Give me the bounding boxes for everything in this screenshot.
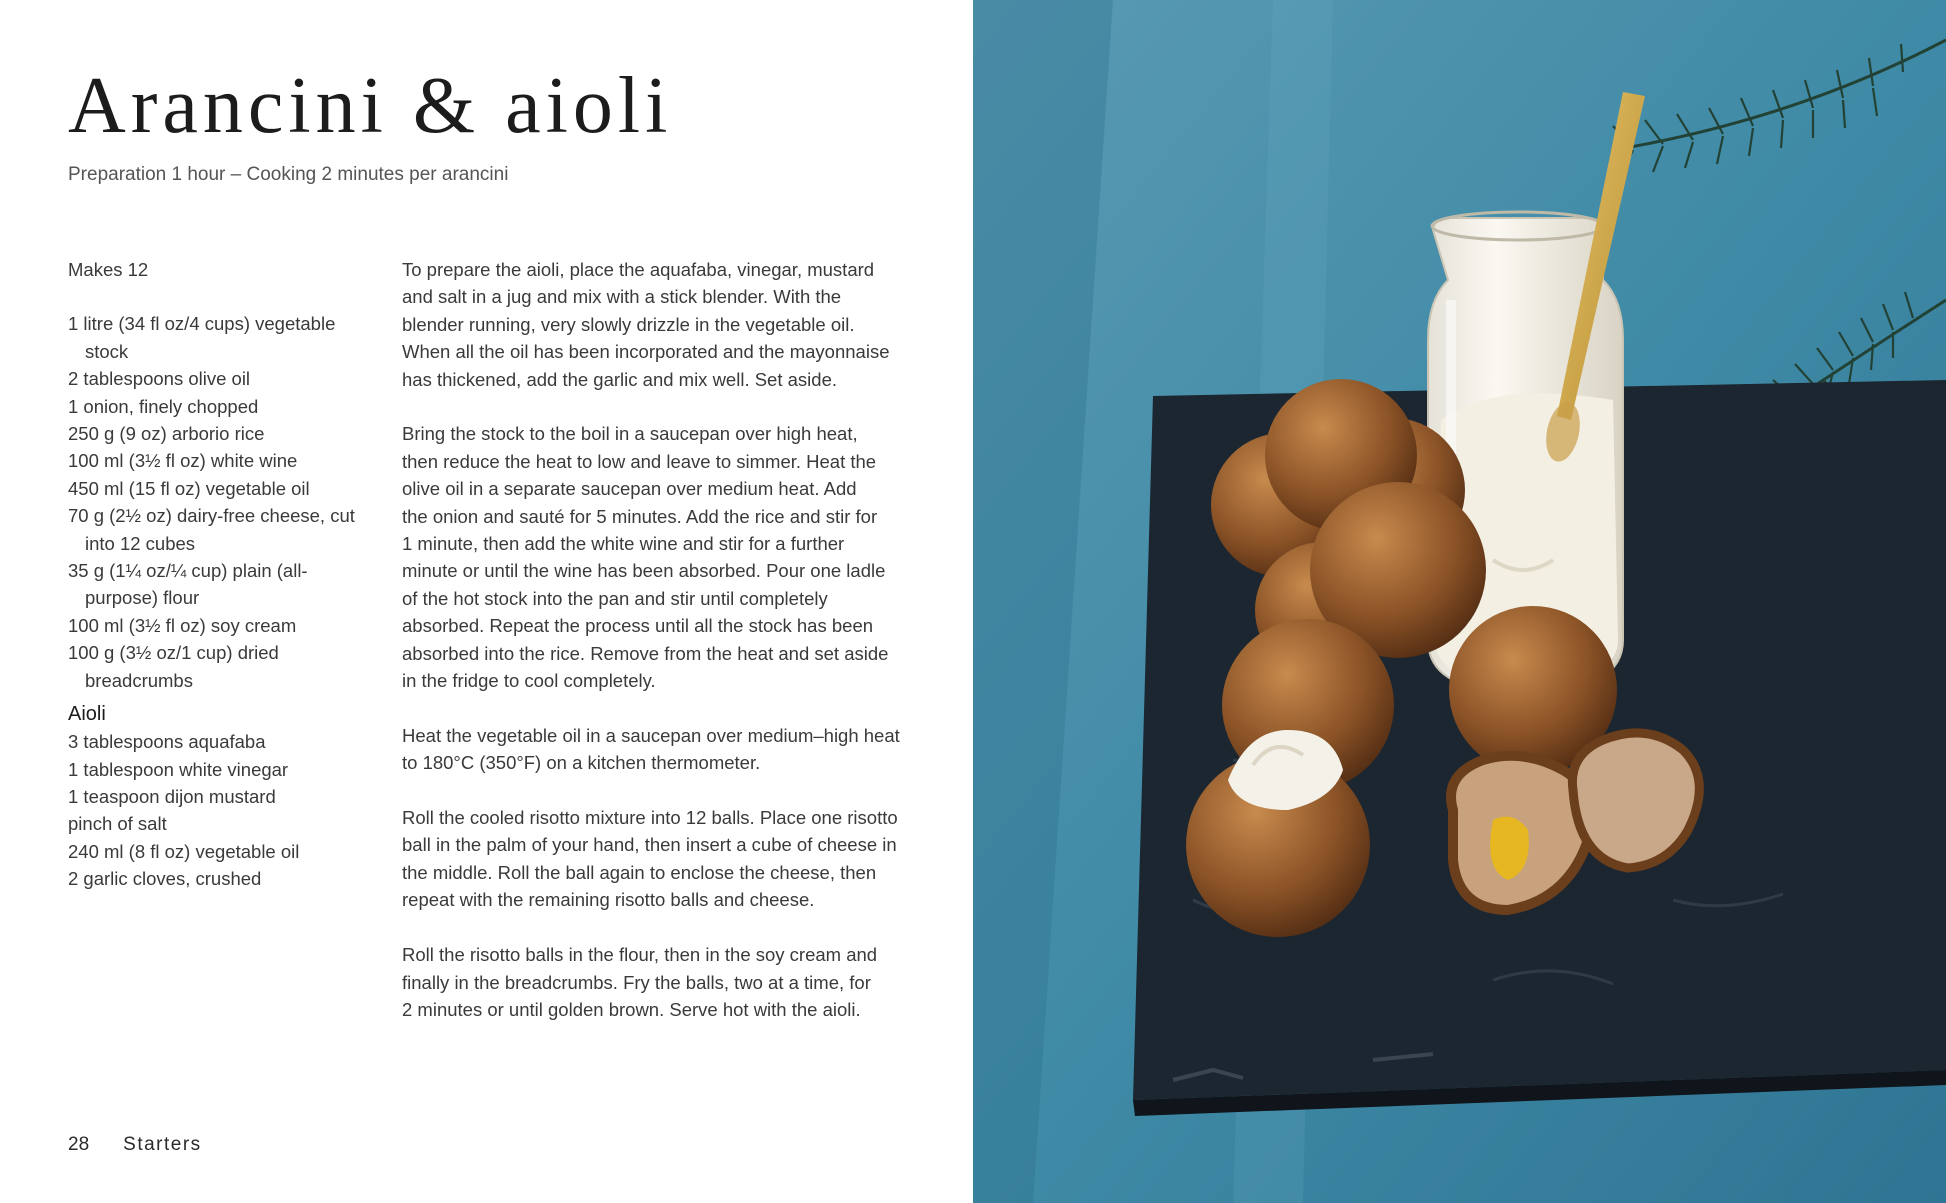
ingredient-item: 1 litre (34 fl oz/4 cups) vegetable stock <box>68 313 336 362</box>
method-step: To prepare the aioli, place the aquafaba, vinegar, mustard and salt in a jug and mix with a stick blender. With the blender running, very slowly drizzle in the vegetable oil. When all the oil has been incorporated and the mayonnaise has thickened, add the garlic and mix well. Set aside. <box>402 259 890 390</box>
method-step: Roll the cooled risotto mixture into 12 balls. Place one risotto ball in the palm of your hand, then insert a cube of cheese in the middle. Roll the ball again to enclose the cheese, then repeat with the remaining risotto balls and cheese. <box>402 807 898 911</box>
section-name: Starters <box>123 1134 202 1155</box>
method-step: Heat the vegetable oil in a saucepan over medium–high heat to 180°C (350°F) on a kitchen thermometer. <box>402 724 900 774</box>
aioli-ingredient-item: 1 teaspoon dijon mustard <box>68 785 276 807</box>
aioli-ingredient-item: 3 tablespoons aquafaba <box>68 731 266 753</box>
ingredient-item: 250 g (9 oz) arborio rice <box>68 423 265 445</box>
aioli-ingredient-item: pinch of salt <box>68 813 167 835</box>
ingredients-column <box>68 256 368 893</box>
ingredient-item: 100 g (3½ oz/1 cup) dried breadcrumbs <box>68 642 279 691</box>
recipe-title: Arancini & aioli <box>68 62 673 150</box>
recipe-timing: Preparation 1 hour – Cooking 2 minutes per arancini <box>68 164 509 185</box>
ingredient-item: 2 tablespoons olive oil <box>68 368 251 390</box>
aioli-ingredient-item: 2 garlic cloves, crushed <box>68 868 262 890</box>
ingredient-item: 450 ml (15 fl oz) vegetable oil <box>68 477 310 499</box>
method-step: Bring the stock to the boil in a saucepan over high heat, then reduce the heat to low and leave to simmer. Heat the olive oil in a separate saucepan over medium heat. Add the onion and sauté for 5 minutes. Add the rice and stir for 1 minute, then add the white wine and stir for a further minute or until the wine has been absorbed. Pour one ladle of the hot stock into the pan and stir until completely absorbed. Repeat the process until all the stock has been absorbed into the rice. Remove from the heat and set aside in the fridge to cool completely. <box>402 423 889 692</box>
arancini-photo <box>973 0 1946 1203</box>
aioli-heading: Aioli <box>68 703 106 726</box>
page-number: 28 <box>68 1134 90 1155</box>
page-footer <box>68 1134 202 1156</box>
ingredient-item: 70 g (2½ oz) dairy-free cheese, cut into 12 cubes <box>68 505 355 554</box>
yield: Makes 12 <box>68 259 149 280</box>
aioli-ingredient-item: 1 tablespoon white vinegar <box>68 758 289 780</box>
method-step: Roll the risotto balls in the flour, then in the soy cream and finally in the breadcrumbs. Fry the balls, two at a time, for 2 minutes or until golden brown. Serve hot with the aioli. <box>402 944 878 1020</box>
ingredient-item: 100 ml (3½ fl oz) white wine <box>68 450 298 472</box>
ingredient-item: 35 g (1¼ oz/¼ cup) plain (all-purpose) flour <box>68 560 308 609</box>
method-column <box>402 256 902 1051</box>
ingredient-item: 100 ml (3½ fl oz) soy cream <box>68 614 297 636</box>
ingredient-item: 1 onion, finely chopped <box>68 395 259 417</box>
aioli-ingredient-item: 240 ml (8 fl oz) vegetable oil <box>68 840 300 862</box>
